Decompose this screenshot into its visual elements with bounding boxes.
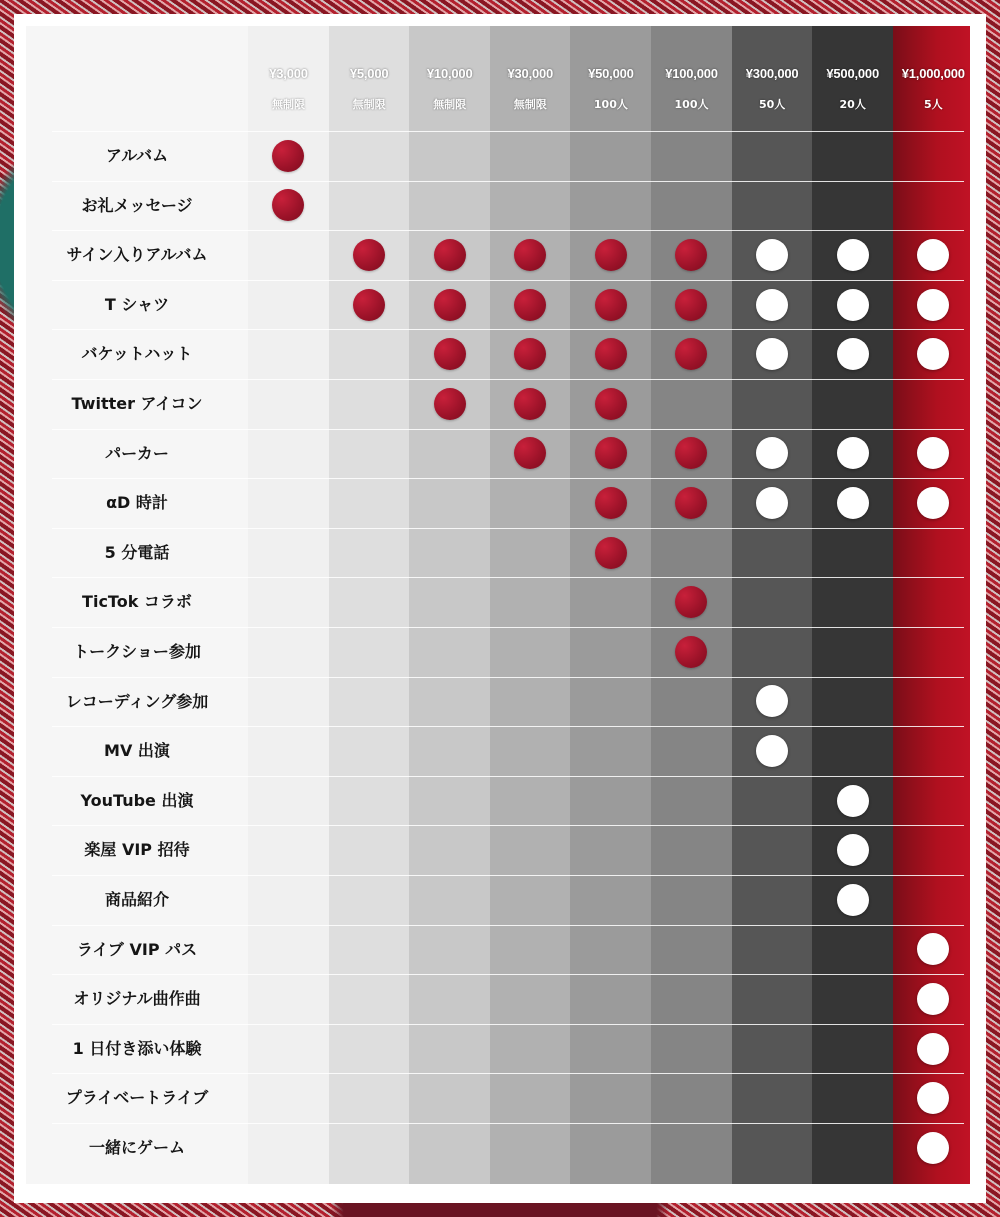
tier-price: ¥50,000 bbox=[588, 66, 634, 81]
included-mark-red bbox=[595, 289, 627, 321]
included-mark-red bbox=[434, 239, 466, 271]
return-item-label: サイン入りアルバム bbox=[66, 245, 208, 265]
included-mark-red bbox=[675, 636, 707, 668]
included-mark-white bbox=[837, 834, 869, 866]
return-item-label: レコーディング参加 bbox=[65, 691, 209, 711]
tier-price: ¥1,000,000 bbox=[901, 66, 965, 81]
included-mark-white bbox=[837, 884, 869, 916]
return-item-label: MV 出演 bbox=[104, 741, 170, 761]
included-mark-white bbox=[756, 289, 788, 321]
tier-column bbox=[329, 26, 411, 1184]
tier-limit: 5人 bbox=[923, 98, 943, 111]
tier-limit: 100人 bbox=[593, 98, 628, 111]
return-item-label: パーカー bbox=[105, 443, 169, 463]
tier-limit: 無制限 bbox=[433, 98, 467, 111]
included-mark-red bbox=[434, 388, 466, 420]
tier-price: ¥10,000 bbox=[426, 66, 473, 81]
tier-limit: 無制限 bbox=[352, 98, 386, 111]
return-item-label: プライベートライブ bbox=[65, 1088, 209, 1108]
tier-limit: 20人 bbox=[839, 98, 866, 111]
tier-column bbox=[409, 26, 491, 1184]
included-mark-red bbox=[595, 239, 627, 271]
return-item-label: 商品紹介 bbox=[104, 890, 169, 909]
included-mark-red bbox=[595, 338, 627, 370]
included-mark-white bbox=[756, 338, 788, 370]
included-mark-white bbox=[837, 289, 869, 321]
included-mark-red bbox=[675, 289, 707, 321]
included-mark-white bbox=[837, 338, 869, 370]
return-item-label: 5 分電話 bbox=[104, 542, 170, 562]
included-mark-white bbox=[837, 785, 869, 817]
included-mark-red bbox=[514, 289, 546, 321]
tier-limit: 無制限 bbox=[513, 98, 547, 111]
included-mark-white bbox=[917, 1033, 949, 1065]
included-mark-white bbox=[756, 239, 788, 271]
tier-price: ¥100,000 bbox=[665, 66, 718, 81]
return-item-label: Twitter アイコン bbox=[71, 394, 203, 413]
included-mark-red bbox=[434, 338, 466, 370]
return-item-label: YouTube 出演 bbox=[80, 790, 194, 810]
included-mark-red bbox=[595, 537, 627, 569]
return-item-label: TicTok コラボ bbox=[82, 592, 192, 612]
tier-limit: 100人 bbox=[674, 98, 709, 111]
tier-price: ¥5,000 bbox=[349, 66, 389, 81]
included-mark-red bbox=[353, 289, 385, 321]
included-mark-white bbox=[837, 487, 869, 519]
tier-limit: 無制限 bbox=[272, 98, 305, 111]
tier-limit: 50人 bbox=[758, 98, 786, 111]
included-mark-red bbox=[595, 487, 627, 519]
tier-price: ¥500,000 bbox=[826, 66, 879, 81]
tier-column bbox=[570, 26, 652, 1184]
tier-price: ¥3,000 bbox=[269, 66, 308, 81]
return-item-label: お礼メッセージ bbox=[81, 195, 193, 215]
return-item-label: 1 日付き添い体験 bbox=[72, 1038, 202, 1058]
return-item-label: T シャツ bbox=[104, 294, 170, 314]
included-mark-red bbox=[353, 239, 385, 271]
included-mark-red bbox=[434, 289, 466, 321]
included-mark-white bbox=[917, 239, 949, 271]
included-mark-white bbox=[837, 239, 869, 271]
included-mark-red bbox=[272, 140, 304, 172]
return-item-label: トークショー参加 bbox=[73, 642, 201, 661]
tier-column bbox=[732, 26, 814, 1184]
included-mark-white bbox=[756, 487, 788, 519]
included-mark-red bbox=[595, 437, 627, 469]
return-item-label: オリジナル曲作曲 bbox=[73, 989, 201, 1009]
return-item-label: バケットハット bbox=[81, 344, 193, 364]
tier-price: ¥30,000 bbox=[507, 66, 554, 81]
return-item-label: ライブ VIP パス bbox=[76, 939, 198, 959]
return-item-label: アルバム bbox=[105, 146, 169, 165]
included-mark-red bbox=[514, 388, 546, 420]
included-mark-white bbox=[917, 289, 949, 321]
included-mark-red bbox=[595, 388, 627, 420]
included-mark-red bbox=[514, 239, 546, 271]
included-mark-white bbox=[837, 437, 869, 469]
tier-column bbox=[490, 26, 572, 1184]
included-mark-white bbox=[917, 1132, 949, 1164]
included-mark-white bbox=[917, 487, 949, 519]
tier-column bbox=[812, 26, 894, 1184]
included-mark-white bbox=[917, 983, 949, 1015]
return-item-label: 一緒にゲーム bbox=[88, 1138, 185, 1157]
included-mark-white bbox=[756, 735, 788, 767]
return-item-label: 楽屋 VIP 招待 bbox=[84, 840, 190, 860]
return-item-label: αD 時計 bbox=[106, 493, 168, 513]
returns-comparison-table bbox=[26, 26, 970, 1184]
tier-price: ¥300,000 bbox=[745, 66, 799, 81]
